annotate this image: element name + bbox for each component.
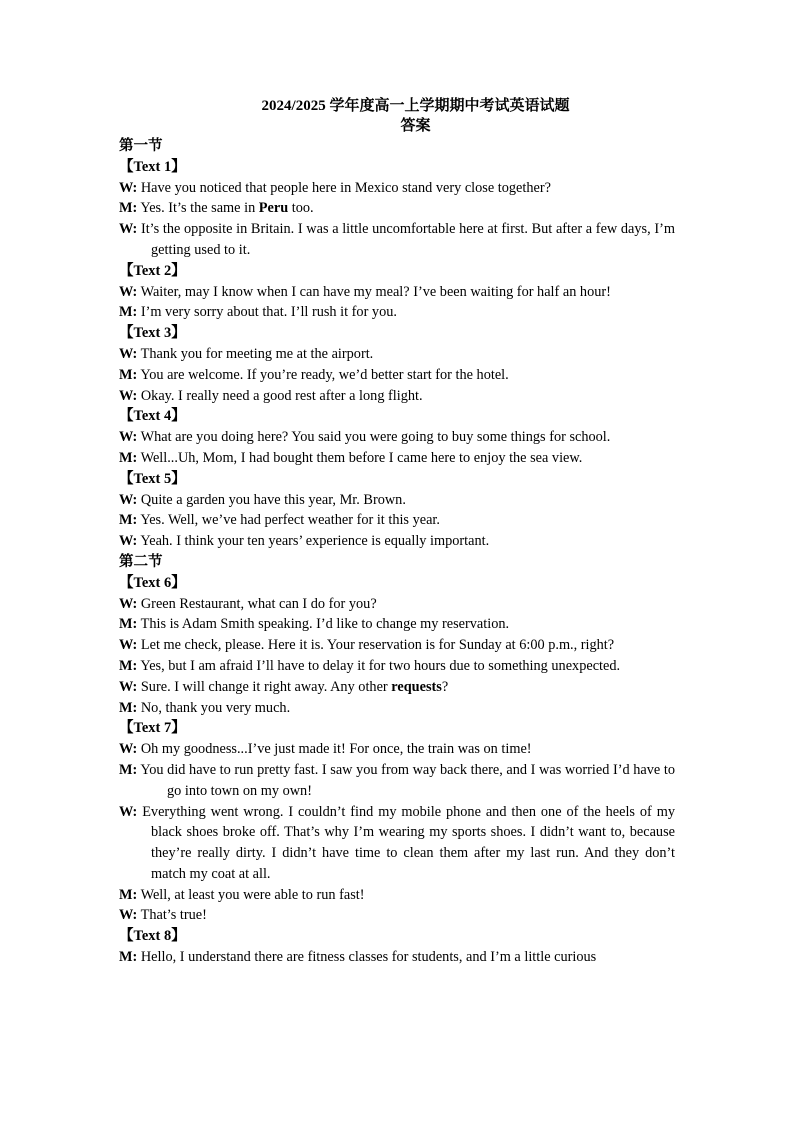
emphasized-word: requests (391, 678, 442, 695)
dialogue-text: Green Restaurant, what can I do for you? (140, 595, 377, 612)
dialogue-text: You are welcome. If you’re ready, we’d better start for the hotel. (140, 366, 509, 383)
dialogue-line (119, 282, 675, 303)
dialogue-line (119, 905, 675, 926)
text-heading: 【Text 4】 (119, 408, 186, 425)
dialogue-text: Everything went wrong. I couldn’t find my mobile phone and then one of the heels of my black shoes broke off. That’s why I’m wearing my sports shoes. I didn’t want to, because they’re really dirty. I didn’t have time to clean them after my last run. And they don’t match my coat at all. (142, 803, 675, 882)
emphasized-word: Peru (258, 200, 289, 217)
dialogue-line (119, 510, 675, 531)
speaker-label: W: (119, 221, 138, 238)
dialogue-line (119, 365, 675, 386)
text-heading: 【Text 5】 (119, 470, 186, 487)
dialogue-text-tail: too. (288, 200, 314, 217)
dialogue-line (119, 427, 675, 448)
speaker-label: W: (119, 595, 138, 612)
text-heading: 【Text 8】 (119, 928, 186, 945)
dialogue-line (119, 198, 675, 219)
dialogue-text: Let me check, please. Here it is. Your reservation is for Sunday at 6:00 p.m., right? (140, 637, 615, 654)
dialogue-line (119, 885, 675, 906)
speaker-label: W: (119, 429, 138, 446)
dialogue-text: Sure. I will change it right away. Any other (140, 678, 392, 695)
dialogue-line (119, 739, 675, 760)
dialogue-line (119, 448, 675, 469)
dialogue-line (119, 531, 675, 552)
document-title: 2024/2025 学年度高一上学期期中考试英语试题 (261, 98, 570, 114)
dialogue-text: Quite a garden you have this year, Mr. Brown. (140, 491, 406, 508)
dialogue-line (119, 178, 675, 199)
text-heading: 【Text 3】 (119, 325, 186, 342)
dialogue-line (119, 344, 675, 365)
text-heading: 【Text 6】 (119, 574, 186, 591)
dialogue-text: No, thank you very much. (140, 699, 291, 716)
dialogue-text: This is Adam Smith speaking. I’d like to change my reservation. (140, 616, 510, 633)
dialogue-line (119, 947, 675, 968)
dialogue-line (119, 677, 675, 698)
dialogue-text: Oh my goodness...I’ve just made it! For once, the train was on time! (140, 741, 532, 758)
dialogue-line (119, 302, 675, 323)
dialogue-text: Well...Uh, Mom, I had bought them before I came here to enjoy the sea view. (140, 449, 583, 466)
dialogue-line (119, 594, 675, 615)
dialogue-line (119, 386, 675, 407)
speaker-label: W: (119, 533, 138, 550)
speaker-label: M: (119, 200, 138, 217)
speaker-label: M: (119, 616, 138, 633)
speaker-label: M: (119, 761, 138, 778)
speaker-label: W: (119, 179, 138, 196)
speaker-label: W: (119, 491, 138, 508)
dialogue-line (119, 760, 675, 802)
speaker-label: M: (119, 699, 138, 716)
dialogue-text: Yeah. I think your ten years’ experience is equally important. (140, 533, 490, 550)
dialogue-text-tail: ? (441, 678, 449, 695)
speaker-label: W: (119, 803, 138, 820)
speaker-label: M: (119, 366, 138, 383)
dialogue-text: Waiter, may I know when I can have my meal? I’ve been waiting for half an hour! (140, 283, 611, 300)
speaker-label: W: (119, 345, 138, 362)
speaker-label: M: (119, 949, 138, 966)
dialogue-text: Okay. I really need a good rest after a long flight. (140, 387, 423, 404)
document-subtitle: 答案 (400, 118, 431, 134)
dialogue-line (119, 219, 675, 261)
dialogue-text-tail: go into town on my own! (167, 782, 312, 799)
dialogue-text: Yes. Well, we’ve had perfect weather for it this year. (140, 512, 440, 529)
dialogue-text: That’s true! (140, 907, 207, 924)
speaker-label: W: (119, 283, 138, 300)
dialogue-text: Well, at least you were able to run fast! (140, 886, 365, 903)
dialogue-text: Hello, I understand there are fitness classes for students, and I’m a little curious (140, 949, 597, 966)
speaker-label: W: (119, 387, 138, 404)
dialogue-line (119, 490, 675, 511)
dialogue-text: Yes. It’s the same in (140, 200, 259, 217)
speaker-label: M: (119, 886, 138, 903)
text-heading: 【Text 7】 (119, 720, 186, 737)
document-page (119, 97, 675, 968)
dialogue-text: It’s the opposite in Britain. I was a little uncomfortable here at first. But after a few days, I’m getting used to it. (140, 221, 675, 258)
section-heading: 第二节 (119, 553, 163, 570)
speaker-label: W: (119, 637, 138, 654)
speaker-label: W: (119, 678, 138, 695)
dialogue-text: Yes, but I am afraid I’ll have to delay it for two hours due to something unexpected. (140, 657, 621, 674)
dialogue-line (119, 656, 675, 677)
dialogue-text: I’m very sorry about that. I’ll rush it for you. (140, 304, 397, 321)
speaker-label: M: (119, 657, 138, 674)
dialogue-line (119, 635, 675, 656)
text-heading: 【Text 2】 (119, 262, 186, 279)
dialogue-text: You did have to run pretty fast. I saw you from way back there, and I was worried I’d have to (140, 761, 675, 778)
text-heading: 【Text 1】 (119, 158, 186, 175)
dialogue-text: Have you noticed that people here in Mexico stand very close together? (140, 179, 551, 196)
speaker-label: W: (119, 741, 138, 758)
speaker-label: M: (119, 304, 138, 321)
speaker-label: M: (119, 512, 138, 529)
speaker-label: W: (119, 907, 138, 924)
transcript-body (119, 136, 675, 968)
dialogue-line (119, 802, 675, 885)
section-heading: 第一节 (119, 138, 163, 154)
dialogue-line (119, 614, 675, 635)
dialogue-text: Thank you for meeting me at the airport. (140, 345, 374, 362)
speaker-label: M: (119, 449, 138, 466)
dialogue-line (119, 698, 675, 719)
dialogue-text: What are you doing here? You said you were going to buy some things for school. (140, 429, 611, 446)
